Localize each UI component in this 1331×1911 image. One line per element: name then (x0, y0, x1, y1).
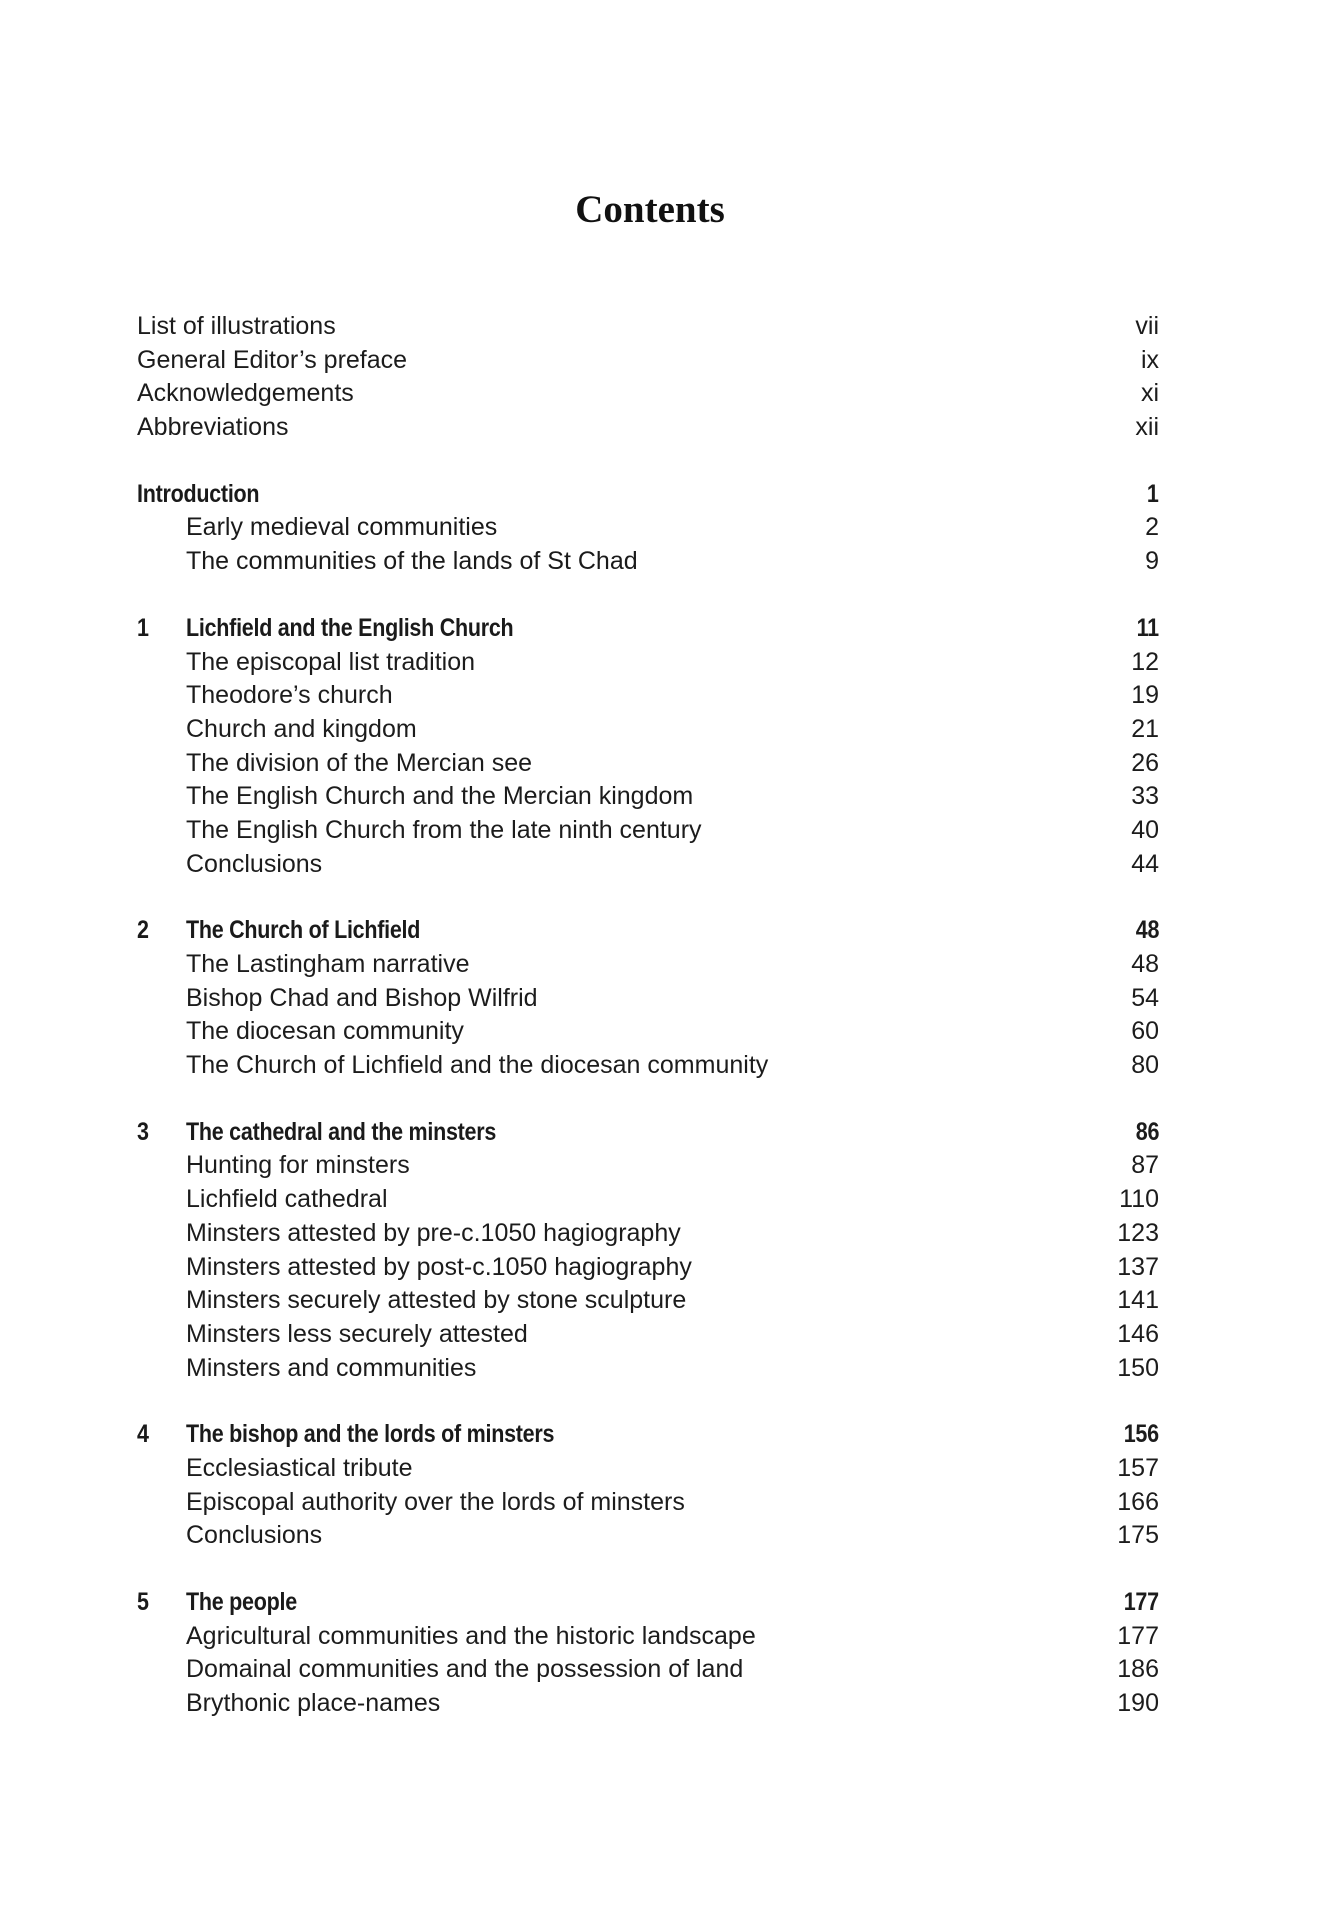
entry-title: The English Church and the Mercian kingdom (186, 782, 694, 811)
toc-entry-introduction[interactable] (137, 478, 1159, 512)
chapter-4-group (137, 1418, 1159, 1553)
entry-page: 48 (1131, 950, 1159, 978)
toc-entry-section[interactable] (137, 511, 1159, 545)
toc-entry-section[interactable] (137, 646, 1159, 680)
entry-page: 175 (1117, 1521, 1159, 1550)
entry-page: 156 (1123, 1420, 1159, 1449)
entry-page: 54 (1131, 983, 1159, 1012)
entry-page: 44 (1131, 849, 1159, 878)
entry-title: The division of the Mercian see (186, 748, 533, 777)
toc-entry-section[interactable] (137, 848, 1159, 882)
toc-entry-section[interactable] (137, 1653, 1159, 1687)
entry-page: xii (1135, 413, 1159, 442)
entry-title: Lichfield and the English Church (186, 613, 514, 642)
entry-page: 186 (1117, 1655, 1159, 1684)
entry-title: Minsters less securely attested (186, 1319, 528, 1348)
chapter-5-group (137, 1586, 1159, 1721)
entry-title: Episcopal authority over the lords of minsters (186, 1487, 685, 1516)
page-title: Contents (575, 188, 725, 231)
toc-entry-section[interactable] (137, 780, 1159, 814)
entry-page: 190 (1117, 1689, 1159, 1718)
chapter-1-group (137, 612, 1159, 882)
entry-title: Domainal communities and the possession of land (186, 1655, 744, 1684)
toc-entry-chapter[interactable] (137, 1116, 1159, 1150)
entry-title: The cathedral and the minsters (186, 1117, 497, 1146)
entry-page: 157 (1117, 1453, 1159, 1482)
entry-title: Brythonic place-names (186, 1689, 441, 1718)
entry-page: vii (1135, 312, 1159, 340)
toc-entry-front-matter[interactable] (137, 310, 1159, 344)
entry-title: List of illustrations (137, 312, 336, 340)
entry-page: 86 (1135, 1117, 1159, 1146)
entry-page: 177 (1123, 1588, 1159, 1616)
toc-entry-section[interactable] (137, 679, 1159, 713)
toc-entry-chapter[interactable] (137, 1418, 1159, 1452)
chapter-number: 2 (137, 916, 149, 945)
entry-page: 40 (1131, 815, 1159, 844)
toc-entry-section[interactable] (137, 982, 1159, 1016)
entry-page: 9 (1145, 547, 1159, 576)
entry-page: 60 (1131, 1017, 1159, 1046)
chapter-3-group (137, 1116, 1159, 1386)
entry-page: 177 (1117, 1621, 1159, 1650)
entry-title: The communities of the lands of St Chad (186, 547, 638, 576)
entry-title: Ecclesiastical tribute (186, 1453, 413, 1482)
entry-page: 146 (1117, 1319, 1159, 1348)
entry-title: The Lastingham narrative (186, 950, 470, 978)
entry-page: xi (1140, 379, 1159, 408)
entry-title: The Church of Lichfield and the diocesan community (186, 1051, 769, 1080)
entry-page: 87 (1131, 1151, 1159, 1180)
entry-page: 12 (1131, 647, 1159, 676)
entry-title: Theodore’s church (186, 681, 393, 710)
toc-entry-section[interactable] (137, 1149, 1159, 1183)
entry-title: Bishop Chad and Bishop Wilfrid (186, 983, 538, 1012)
entry-page: 80 (1131, 1051, 1159, 1080)
chapter-number: 4 (137, 1420, 149, 1449)
toc-entry-chapter[interactable] (137, 1586, 1159, 1620)
entry-title: Minsters attested by post-c.1050 hagiography (186, 1252, 692, 1281)
chapter-number: 1 (137, 613, 149, 642)
toc-entry-section[interactable] (137, 1049, 1159, 1083)
entry-title: The English Church from the late ninth century (186, 815, 702, 844)
entry-page: 2 (1145, 513, 1159, 542)
entry-title: Conclusions (186, 849, 323, 878)
entry-title: Early medieval communities (186, 513, 498, 542)
toc-entry-section[interactable] (137, 1183, 1159, 1217)
toc-entry-section[interactable] (137, 1284, 1159, 1318)
entry-page: ix (1140, 345, 1159, 374)
entry-title: The people (186, 1588, 297, 1616)
entry-title: General Editor’s preface (137, 345, 408, 374)
toc-entry-section[interactable] (137, 1352, 1159, 1386)
toc-entry-section[interactable] (137, 1452, 1159, 1486)
toc-entry-front-matter[interactable] (137, 344, 1159, 378)
toc-entry-section[interactable] (137, 1486, 1159, 1520)
chapter-number: 5 (137, 1588, 149, 1616)
entry-title: Minsters attested by pre-c.1050 hagiography (186, 1218, 681, 1247)
entry-page: 19 (1131, 681, 1159, 710)
toc-entry-section[interactable] (137, 948, 1159, 982)
toc-entry-section[interactable] (137, 1015, 1159, 1049)
entry-page: 150 (1117, 1353, 1159, 1382)
toc-entry-section[interactable] (137, 713, 1159, 747)
entry-page: 110 (1119, 1185, 1159, 1214)
entry-title: Minsters and communities (186, 1353, 477, 1382)
toc-entry-section[interactable] (137, 1318, 1159, 1352)
entry-page: 141 (1117, 1286, 1159, 1315)
toc-entry-section[interactable] (137, 1251, 1159, 1285)
toc-entry-section[interactable] (137, 747, 1159, 781)
introduction-group (137, 478, 1159, 579)
entry-title: The diocesan community (186, 1017, 464, 1046)
entry-page: 21 (1131, 714, 1159, 743)
chapter-number: 3 (137, 1117, 149, 1146)
front-matter (137, 310, 1159, 445)
toc-entry-section[interactable] (137, 1519, 1159, 1553)
entry-title: The Church of Lichfield (186, 916, 421, 945)
entry-page: 33 (1131, 782, 1159, 811)
toc-entry-section[interactable] (137, 1217, 1159, 1251)
entry-title: Agricultural communities and the historic landscape (186, 1621, 756, 1650)
entry-page: 26 (1131, 748, 1159, 777)
toc-entry-section[interactable] (137, 814, 1159, 848)
entry-title: The bishop and the lords of minsters (186, 1420, 555, 1449)
entry-title: The episcopal list tradition (186, 647, 476, 676)
toc-entry-section[interactable] (137, 1620, 1159, 1654)
toc-entry-chapter[interactable] (137, 914, 1159, 948)
entry-page: 166 (1117, 1487, 1159, 1516)
toc-entry-front-matter[interactable] (137, 377, 1159, 411)
entry-title: Minsters securely attested by stone sculpture (186, 1286, 687, 1315)
entry-title: Abbreviations (137, 413, 289, 442)
entry-title: Lichfield cathedral (186, 1185, 388, 1214)
entry-page: 48 (1135, 916, 1159, 945)
entry-title: Acknowledgements (137, 379, 354, 408)
chapter-2-group (137, 914, 1159, 1082)
entry-title: Conclusions (186, 1521, 323, 1550)
entry-page: 123 (1117, 1218, 1159, 1247)
table-of-contents (137, 310, 1159, 1754)
entry-page: 1 (1147, 479, 1159, 508)
entry-page: 11 (1136, 613, 1159, 642)
toc-entry-chapter[interactable] (137, 612, 1159, 646)
toc-entry-section[interactable] (137, 1687, 1159, 1721)
toc-entry-section[interactable] (137, 545, 1159, 579)
entry-title: Hunting for minsters (186, 1151, 410, 1180)
entry-title: Church and kingdom (186, 714, 417, 743)
toc-entry-front-matter[interactable] (137, 411, 1159, 445)
entry-title: Introduction (137, 479, 260, 508)
entry-page: 137 (1117, 1252, 1159, 1281)
